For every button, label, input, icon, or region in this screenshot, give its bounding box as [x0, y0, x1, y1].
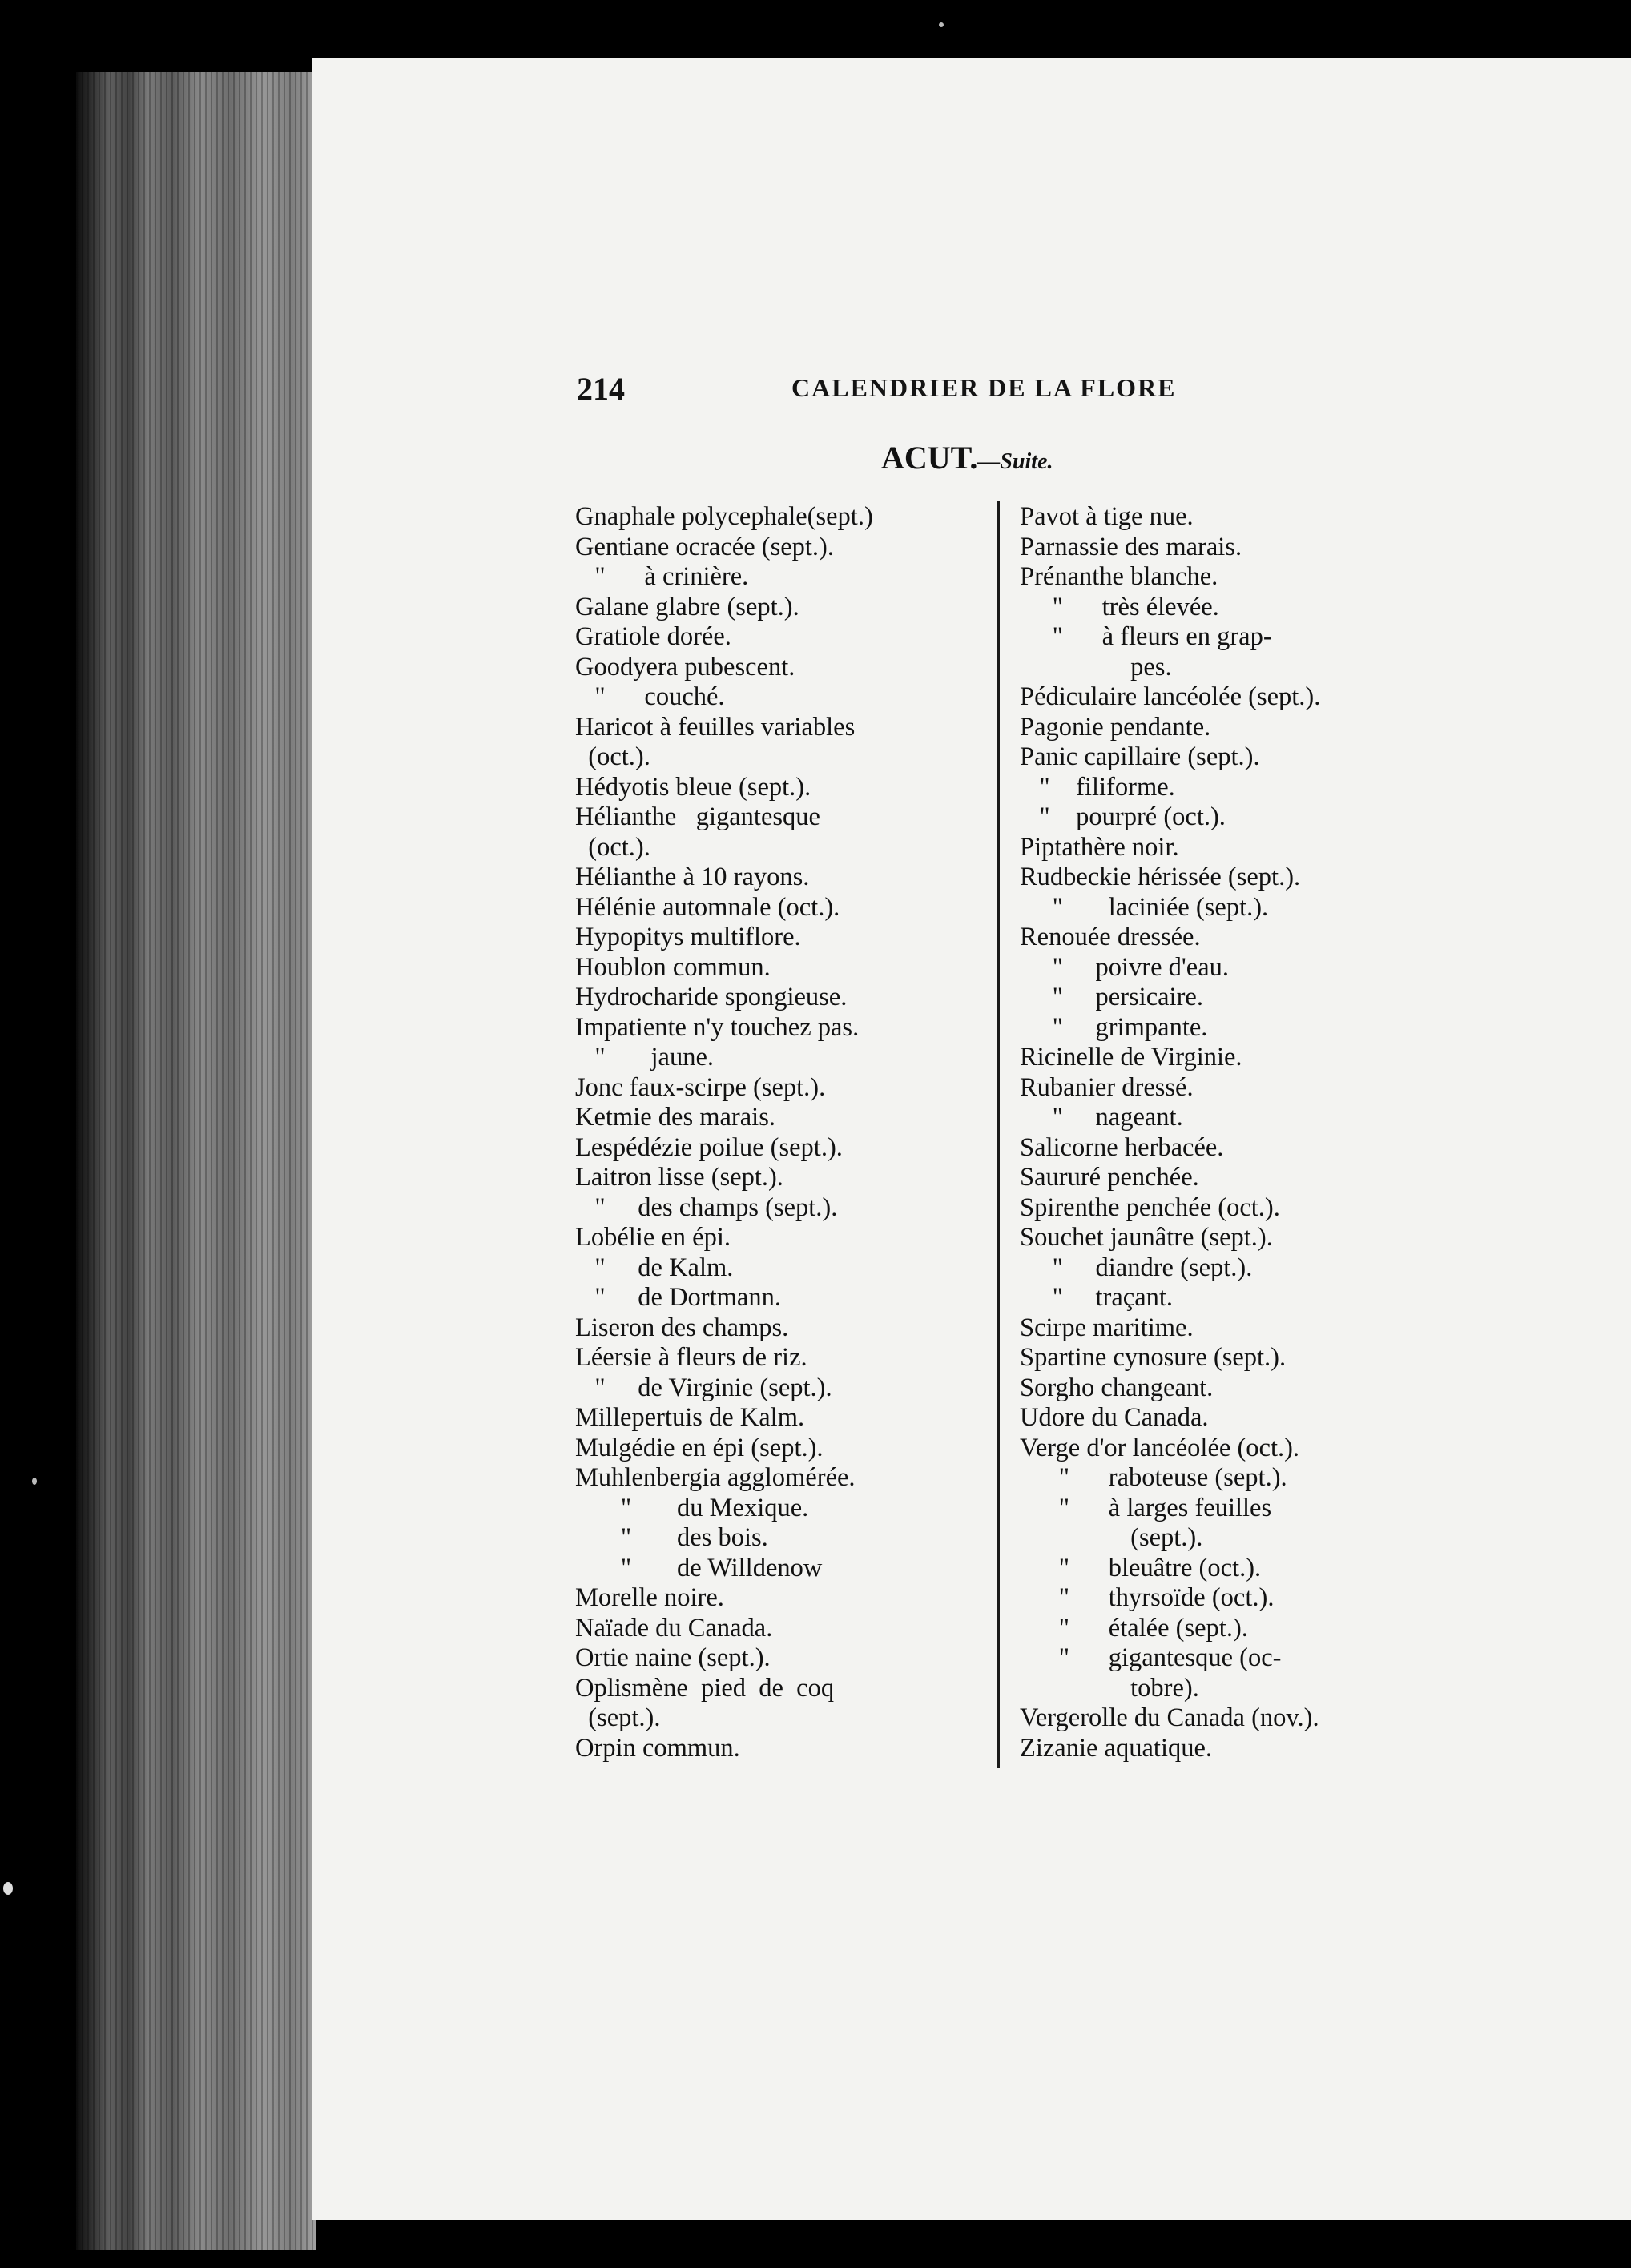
right-plant-list [1020, 502, 1452, 1763]
plant-entry: " des bois. [575, 1523, 768, 1552]
plant-entry: " persicaire. [1020, 983, 1203, 1011]
plant-entry: Muhlenbergia agglomérée. [575, 1463, 856, 1492]
plant-entry: Morelle noire. [575, 1583, 724, 1612]
plant-entry: Piptathère noir. [1020, 832, 1179, 862]
plant-entry: Houblon commun. [575, 952, 771, 982]
plant-entry: (oct.). [575, 832, 650, 862]
plant-entry: Scirpe maritime. [1020, 1313, 1194, 1342]
plant-entry: " couché. [575, 682, 725, 711]
plant-entry: Haricot à feuilles variables [575, 712, 856, 742]
plant-entry: Lobélie en épi. [575, 1223, 731, 1252]
plant-entry: Hypopitys multiflore. [575, 923, 801, 951]
plant-entry: (oct.). [575, 742, 650, 771]
plant-entry: Souchet jaunâtre (sept.). [1020, 1223, 1273, 1252]
plant-entry: (sept.). [1020, 1523, 1203, 1552]
plant-entry: " laciniée (sept.). [1020, 892, 1269, 922]
plant-entry: Spirenthe penchée (oct.). [1020, 1192, 1280, 1222]
plant-entry: " à fleurs en grap- [1020, 622, 1272, 651]
plant-entry: Hédyotis bleue (sept.). [575, 772, 811, 802]
plant-entry: Oplismène pied de coq [575, 1673, 835, 1703]
plant-entry: Lespédézie poilue (sept.). [575, 1132, 843, 1162]
plant-entry: " des champs (sept.). [575, 1192, 838, 1222]
plant-entry: Panic capillaire (sept.). [1020, 742, 1260, 771]
plant-entry: " grimpante. [1020, 1012, 1208, 1042]
plant-entry: Pavot à tige nue. [1020, 502, 1194, 531]
plant-entry: " très élevée. [1020, 592, 1219, 621]
page-number: 214 [577, 371, 625, 407]
plant-entry: Sorgho changeant. [1020, 1373, 1214, 1402]
plant-entry: Ortie naine (sept.). [575, 1643, 771, 1672]
running-title: CALENDRIER DE LA FLORE [791, 373, 1177, 402]
plant-entry: Millepertuis de Kalm. [575, 1403, 805, 1432]
plant-entry: Liseron des champs. [575, 1313, 789, 1342]
plant-entry: " du Mexique. [575, 1493, 809, 1522]
plant-entry: " diandre (sept.). [1020, 1253, 1253, 1282]
plant-entry: " pourpré (oct.). [1020, 802, 1226, 831]
plant-entry: Renouée dressée. [1020, 923, 1201, 951]
plant-entry: Udore du Canada. [1020, 1403, 1209, 1432]
section-suite: —Suite. [977, 449, 1053, 474]
scan-speck [32, 1478, 37, 1485]
plant-entry: Zizanie aquatique. [1020, 1733, 1213, 1763]
plant-entry: Ricinelle de Virginie. [1020, 1043, 1242, 1072]
plant-entry: Impatiente n'y touchez pas. [575, 1012, 860, 1042]
plant-entry: Spartine cynosure (sept.). [1020, 1343, 1287, 1372]
plant-entry: " jaune. [575, 1043, 715, 1072]
plant-entry: " bleuâtre (oct.). [1020, 1553, 1262, 1582]
plant-entry: Gnaphale polycephale(sept.) [575, 502, 873, 531]
plant-entry: " thyrsoïde (oct.). [1020, 1583, 1275, 1612]
left-plant-list [575, 502, 992, 1763]
plant-entry: Hydrocharide spongieuse. [575, 983, 848, 1011]
section-heading [881, 439, 1053, 477]
plant-entry: Vergerolle du Canada (nov.). [1020, 1703, 1319, 1732]
column-divider [997, 501, 1000, 1768]
plant-entry: " étalée (sept.). [1020, 1613, 1248, 1643]
plant-entry: Gentiane ocracée (sept.). [575, 532, 835, 561]
plant-entry: tobre). [1020, 1673, 1199, 1703]
plant-entry: Hélianthe gigantesque [575, 802, 820, 831]
scan-speck [939, 22, 944, 27]
plant-entry: " gigantesque (oc- [1020, 1643, 1282, 1672]
plant-entry: Léersie à fleurs de riz. [575, 1343, 807, 1372]
plant-entry: pes. [1020, 652, 1172, 682]
page-header [577, 370, 1218, 410]
book-spine-edge [76, 72, 316, 2250]
plant-entry: " à larges feuilles [1020, 1493, 1272, 1522]
plant-entry: " de Kalm. [575, 1253, 734, 1282]
plant-entry: Galane glabre (sept.). [575, 592, 799, 621]
section-title: ACUT. [881, 440, 978, 476]
plant-entry: " traçant. [1020, 1283, 1174, 1312]
plant-entry: " nageant. [1020, 1103, 1183, 1132]
plant-entry: Gratiole dorée. [575, 622, 731, 651]
plant-entry: Saururé penchée. [1020, 1163, 1199, 1192]
plant-entry: Goodyera pubescent. [575, 652, 795, 682]
plant-entry: " raboteuse (sept.). [1020, 1463, 1287, 1492]
plant-entry: Laitron lisse (sept.). [575, 1163, 783, 1192]
plant-entry: Mulgédie en épi (sept.). [575, 1433, 824, 1462]
plant-entry: Jonc faux-scirpe (sept.). [575, 1072, 826, 1102]
plant-entry: Hélianthe à 10 rayons. [575, 863, 810, 891]
plant-entry: Salicorne herbacée. [1020, 1132, 1224, 1162]
plant-entry: Hélénie automnale (oct.). [575, 892, 840, 922]
plant-entry: " filiforme. [1020, 772, 1175, 802]
plant-entry: " de Dortmann. [575, 1283, 781, 1312]
plant-entry: Naïade du Canada. [575, 1613, 773, 1643]
plant-entry: Prénanthe blanche. [1020, 562, 1218, 591]
plant-entry: Pagonie pendante. [1020, 712, 1211, 742]
scan-speck [3, 1882, 13, 1895]
plant-entry: " poivre d'eau. [1020, 952, 1229, 982]
plant-entry: Ketmie des marais. [575, 1103, 775, 1132]
plant-entry: Pédiculaire lancéolée (sept.). [1020, 682, 1321, 711]
plant-entry: " de Willdenow [575, 1553, 823, 1582]
plant-entry: " à crinière. [575, 562, 749, 591]
plant-entry: Verge d'or lancéolée (oct.). [1020, 1433, 1300, 1462]
plant-entry: (sept.). [575, 1703, 661, 1732]
plant-entry: Parnassie des marais. [1020, 532, 1242, 561]
plant-entry: Orpin commun. [575, 1733, 740, 1763]
plant-entry: Rubanier dressé. [1020, 1072, 1194, 1102]
plant-entry: Rudbeckie hérissée (sept.). [1020, 863, 1301, 891]
plant-entry: " de Virginie (sept.). [575, 1373, 832, 1402]
